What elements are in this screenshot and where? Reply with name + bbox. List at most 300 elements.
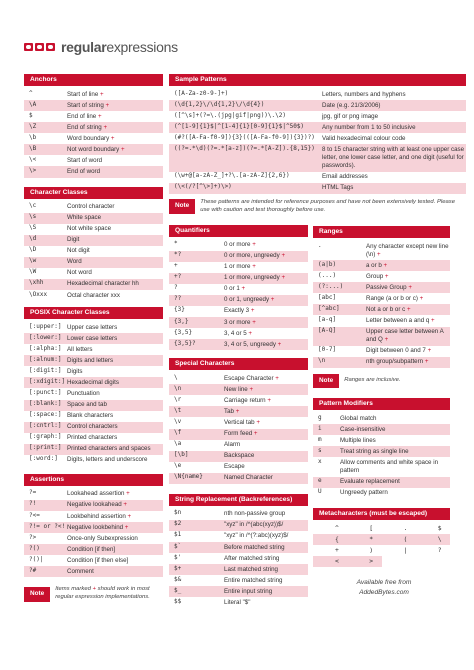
- pattern-description: End of word: [67, 167, 101, 175]
- pattern-token: [^abc]: [318, 304, 340, 312]
- pattern-token: g: [318, 413, 322, 421]
- pattern-token: (#?([A-Fa-f0-9]){3}(([A-Fa-f0-9]){3})?): [174, 133, 315, 141]
- note-text: Items marked + should work in most regular expression implementations.: [55, 586, 150, 601]
- pattern-token: \s: [29, 213, 37, 221]
- assertions-list: [24, 489, 163, 578]
- list-item: [24, 246, 163, 257]
- assertions-title: Assertions: [24, 474, 163, 486]
- list-item: [24, 89, 163, 100]
- plus-marker-icon: +: [405, 305, 411, 313]
- pattern-description: Not digit: [67, 247, 90, 255]
- pattern-token: [:digit:]: [29, 366, 62, 374]
- samples-title: Sample Patterns: [169, 74, 466, 86]
- pattern-token: *: [174, 240, 178, 248]
- pattern-token: [\b]: [174, 451, 189, 459]
- header: [24, 37, 178, 57]
- pattern-description: Exactly 3 +: [224, 307, 255, 315]
- pattern-token: (...): [318, 271, 337, 279]
- brand-logo-icon: [24, 43, 55, 51]
- metachar-item: +: [335, 545, 339, 554]
- pattern-token: (\d{1,2}\/\d{1,2}\/\d{4}): [174, 100, 265, 108]
- list-item: [169, 100, 466, 111]
- pattern-description: Multiple lines: [340, 436, 376, 444]
- metachars-section: [313, 508, 450, 567]
- list-item: [169, 284, 308, 295]
- list-item: [313, 241, 450, 260]
- list-item: [24, 333, 163, 344]
- pattern-token: [:punct:]: [29, 388, 62, 396]
- quantifiers-section: [169, 225, 308, 351]
- pattern-description: Backspace: [224, 452, 255, 460]
- pattern-token: \>: [29, 166, 37, 174]
- pattern-token: $_: [174, 586, 182, 594]
- list-item: [24, 433, 163, 444]
- list-item: [169, 89, 466, 100]
- list-item: [169, 295, 308, 306]
- plus-marker-icon: +: [109, 134, 115, 142]
- pattern-token: .: [318, 241, 322, 249]
- list-item: [24, 511, 163, 522]
- list-item: [24, 322, 163, 333]
- pattern-token: \<: [29, 155, 37, 163]
- list-item: [24, 422, 163, 433]
- pattern-description: Lookbehind assertion +: [67, 512, 132, 520]
- list-item: [169, 575, 308, 586]
- list-item: [313, 488, 450, 499]
- list-item: [169, 172, 466, 183]
- list-item: [169, 111, 466, 122]
- pattern-description: 1 or more, ungreedy +: [224, 274, 286, 282]
- pattern-token: U: [318, 488, 322, 496]
- list-item: [24, 500, 163, 511]
- ranges-list: [313, 241, 450, 368]
- pattern-description: Case-insensitive: [340, 425, 386, 433]
- plus-marker-icon: +: [96, 112, 102, 120]
- plus-marker-icon: +: [98, 90, 104, 98]
- list-item: [24, 377, 163, 388]
- list-item: [169, 144, 466, 171]
- pattern-description: Vertical tab +: [224, 418, 260, 426]
- pattern-token: $': [174, 553, 182, 561]
- pattern-description: Comment: [67, 567, 94, 575]
- pattern-token: \A: [29, 100, 37, 108]
- pattern-description: 0 or more, ungreedy +: [224, 252, 286, 260]
- list-item: [169, 553, 308, 564]
- pattern-description: nth non-passive group: [224, 510, 286, 518]
- list-item: [24, 400, 163, 411]
- plus-marker-icon: +: [279, 274, 286, 282]
- pattern-token: [0-7]: [318, 346, 337, 354]
- pattern-token: \Oxxx: [29, 290, 48, 298]
- list-item: [169, 462, 308, 473]
- metachar-item: [: [369, 523, 374, 532]
- pattern-description: 0 or 1, ungreedy +: [224, 296, 275, 304]
- pattern-description: Allow comments and white space in pattern: [340, 458, 439, 474]
- list-item: [313, 271, 450, 282]
- ranges-section: [313, 226, 450, 388]
- pattern-token: (?:...): [318, 282, 344, 290]
- pattern-description: Literal "$": [224, 598, 251, 606]
- list-item: [24, 388, 163, 399]
- list-item: [313, 304, 450, 315]
- pattern-description: Negative lookahead +: [67, 501, 128, 509]
- samples-list: [169, 89, 466, 194]
- plus-marker-icon: +: [123, 523, 129, 531]
- pattern-token: [:alnum:]: [29, 355, 62, 363]
- pattern-description: Upper case letters: [67, 323, 118, 331]
- footer-line-2: AddedBytes.com: [359, 588, 409, 596]
- samples-section: [169, 74, 466, 215]
- list-item: [169, 473, 308, 484]
- pattern-description: Control characters: [67, 423, 118, 431]
- pattern-description: Not word boundary +: [67, 145, 125, 153]
- plus-marker-icon: +: [125, 512, 132, 520]
- pattern-token: [:space:]: [29, 411, 62, 419]
- pattern-token: ?!: [29, 500, 37, 508]
- list-item: [169, 417, 308, 428]
- pattern-description: Range (a or b or c) +: [366, 294, 424, 302]
- pattern-description: "xyz" in /^(abc(xyz))$/: [224, 521, 284, 529]
- note-samples-text: These patterns are intended for reference purposes and have not been extensively tested. Please use with caution and test thoroughly before use.: [200, 198, 455, 213]
- list-item: [24, 411, 163, 422]
- pattern-token: *?: [174, 251, 182, 259]
- pattern-description: 0 or more +: [224, 241, 256, 249]
- list-item: [313, 293, 450, 304]
- pattern-description: Hexadecimal character hh: [67, 280, 139, 288]
- list-item: [313, 346, 450, 357]
- posix-list: [24, 322, 163, 466]
- metachar-item: \: [416, 534, 450, 545]
- list-item: [24, 166, 163, 177]
- list-item: [169, 122, 466, 133]
- pattern-token: [:print:]: [29, 444, 62, 452]
- pattern-description: 3, 4 or 5, ungreedy +: [224, 340, 282, 348]
- pattern-description: Treat string as single line: [340, 447, 409, 455]
- replacement-list: [169, 509, 308, 609]
- plus-marker-icon: +: [246, 329, 253, 337]
- pattern-description: "xyz" in /^(?:abc)(xyz)$/: [224, 532, 289, 540]
- pattern-token: [:graph:]: [29, 433, 62, 441]
- pattern-token: $1: [174, 531, 182, 539]
- plus-marker-icon: +: [279, 252, 286, 260]
- pattern-token: {3,}: [174, 317, 189, 325]
- metachar-item: <: [313, 556, 347, 567]
- note-samples: [169, 199, 466, 215]
- metachar-item: .: [403, 523, 408, 532]
- list-item: [24, 144, 163, 155]
- pattern-description: Ungreedy pattern: [340, 489, 388, 497]
- pattern-token: \B: [29, 144, 37, 152]
- pattern-token: \S: [29, 224, 37, 232]
- modifiers-section: [313, 398, 450, 499]
- list-item: [24, 444, 163, 455]
- pattern-description: Upper case letter between A and Q +: [366, 328, 444, 344]
- anchors-title: Anchors: [24, 74, 163, 86]
- replacement-section: [169, 494, 308, 609]
- plus-marker-icon: +: [252, 430, 258, 437]
- plus-marker-icon: +: [121, 501, 128, 509]
- plus-marker-icon: +: [273, 374, 279, 382]
- list-item: [24, 555, 163, 566]
- pattern-token: [:xdigit:]: [29, 377, 66, 385]
- plus-marker-icon: +: [247, 385, 254, 393]
- list-item: [313, 357, 450, 368]
- char-classes-section: [24, 187, 163, 302]
- plus-marker-icon: +: [417, 294, 424, 302]
- pattern-token: [abc]: [318, 293, 337, 301]
- plus-marker-icon: +: [233, 407, 240, 415]
- pattern-description: Start of word: [67, 156, 103, 164]
- list-item: [313, 446, 450, 457]
- pattern-description: Entire input string: [224, 587, 273, 595]
- list-item: [24, 522, 163, 533]
- pattern-description: Escape Character +: [224, 374, 279, 382]
- quantifiers-title: Quantifiers: [169, 225, 308, 237]
- pattern-token: ?>: [29, 533, 37, 541]
- list-item: [169, 429, 308, 440]
- modifiers-list: [313, 413, 450, 499]
- list-item: [169, 317, 308, 328]
- pattern-token: ?: [174, 284, 178, 292]
- pattern-description: Letters, numbers and hyphens: [322, 90, 406, 98]
- pattern-token: ?#: [29, 566, 37, 574]
- list-item: [24, 544, 163, 555]
- note-tag: Note: [24, 587, 50, 601]
- pattern-description: Alarm: [224, 441, 241, 449]
- modifiers-title: Pattern Modifiers: [313, 398, 450, 410]
- pattern-token: +?: [174, 273, 182, 281]
- metachar-item: ?: [437, 545, 442, 554]
- pattern-description: 8 to 15 character string with at least one upper case letter, one lower case letter, and one digit (useful for passwords).: [322, 145, 465, 169]
- list-item: [169, 520, 308, 531]
- pattern-token: (^[1-9]{1}$|^[1-4]{1}[0-9]{1}$|^50$): [174, 122, 305, 130]
- pattern-description: Digit between 0 and 7 +: [366, 347, 432, 355]
- note-ranges-text: Ranges are inclusive.: [344, 376, 401, 383]
- pattern-description: Entire matched string: [224, 576, 283, 584]
- list-item: [313, 424, 450, 435]
- metachar-item: ^: [335, 523, 339, 532]
- pattern-token: ?()|: [29, 555, 44, 563]
- list-item: [169, 395, 308, 406]
- pattern-description: HTML Tags: [322, 184, 354, 192]
- pattern-description: Group +: [366, 272, 389, 280]
- list-item: [313, 315, 450, 326]
- metachar-item: $: [437, 523, 442, 532]
- pattern-description: Email addresses: [322, 173, 368, 180]
- pattern-description: End of line +: [67, 112, 102, 120]
- list-item: [24, 268, 163, 279]
- pattern-description: Digits: [67, 367, 83, 375]
- plus-marker-icon: +: [429, 316, 435, 324]
- pattern-token: \: [174, 373, 178, 381]
- pattern-description: a or b +: [366, 261, 388, 269]
- pattern-token: [:blank:]: [29, 400, 62, 407]
- list-item: [24, 489, 163, 500]
- pattern-token: $n: [174, 509, 182, 517]
- plus-marker-icon: +: [423, 358, 429, 366]
- pattern-description: White space: [67, 214, 102, 222]
- plus-marker-icon: +: [382, 336, 389, 344]
- plus-marker-icon: +: [375, 250, 381, 258]
- list-item: [24, 290, 163, 301]
- pattern-token: [:lower:]: [29, 333, 62, 341]
- metachars-title: Metacharacters (must be escaped): [313, 508, 450, 520]
- pattern-token: $: [29, 111, 33, 119]
- pattern-token: ?<=: [29, 511, 40, 519]
- pattern-token: ?!= or ?<!: [29, 522, 66, 530]
- list-item: [169, 373, 308, 384]
- pattern-token: \Z: [29, 122, 37, 130]
- list-item: [169, 531, 308, 542]
- pattern-description: Condition [if then]: [67, 545, 116, 553]
- list-item: [24, 111, 163, 122]
- plus-marker-icon: +: [275, 340, 282, 348]
- plus-marker-icon: +: [119, 145, 125, 153]
- pattern-description: Tab +: [224, 407, 240, 415]
- pattern-token: [:word:]: [29, 455, 58, 463]
- special-list: [169, 373, 308, 484]
- pattern-token: \N{name}: [174, 473, 203, 481]
- plus-marker-icon: +: [254, 418, 260, 426]
- pattern-token: {3,5}?: [174, 339, 196, 347]
- pattern-description: Digits, letters and underscore: [67, 456, 148, 464]
- pattern-description: Passive Group +: [366, 283, 412, 291]
- pattern-token: e: [318, 477, 322, 485]
- pattern-description: Digit: [67, 236, 80, 244]
- list-item: [313, 413, 450, 424]
- list-item: [24, 355, 163, 366]
- special-section: [169, 358, 308, 484]
- list-item: [24, 202, 163, 213]
- pattern-description: End of string +: [67, 123, 108, 131]
- pattern-description: Lookahead assertion +: [67, 490, 130, 498]
- pattern-token: \w: [29, 257, 37, 265]
- pattern-token: [A-Q]: [318, 327, 337, 334]
- pattern-description: Not white space: [67, 225, 112, 233]
- metachars-grid: [313, 523, 450, 567]
- list-item: [24, 224, 163, 235]
- pattern-description: Lower case letters: [67, 334, 118, 342]
- pattern-description: Negative lookbehind +: [67, 523, 129, 531]
- pattern-token: ??: [174, 295, 182, 303]
- metachar-item: *: [347, 534, 381, 545]
- pattern-token: \n: [318, 357, 326, 365]
- list-item: [24, 100, 163, 111]
- pattern-description: Start of string +: [67, 101, 110, 109]
- list-item: [169, 328, 308, 339]
- list-item: [169, 440, 308, 451]
- posix-title: POSIX Character Classes: [24, 307, 163, 319]
- pattern-token: {3,5}: [174, 328, 193, 336]
- list-item: [169, 133, 466, 144]
- pattern-description: Evaluate replacement: [340, 478, 400, 486]
- pattern-token: s: [318, 446, 322, 454]
- pattern-token: \xhh: [29, 279, 44, 287]
- pattern-token: \f: [174, 429, 182, 436]
- pattern-description: Octal character xxx: [67, 291, 120, 299]
- list-item: [169, 262, 308, 273]
- pattern-description: Punctuation: [67, 389, 100, 397]
- pattern-description: Once-only Subexpression: [67, 534, 138, 542]
- pattern-token: \v: [174, 417, 182, 425]
- pattern-description: Not a or b or c +: [366, 305, 411, 313]
- list-item: [169, 251, 308, 262]
- pattern-token: m: [318, 435, 322, 443]
- list-item: [169, 384, 308, 395]
- pattern-token: \n: [174, 384, 182, 392]
- plus-marker-icon: +: [103, 101, 110, 109]
- plus-marker-icon: +: [124, 490, 130, 498]
- brand-name: regularexpressions: [61, 39, 178, 55]
- pattern-description: Date (e.g. 21/3/2006): [322, 101, 381, 109]
- note-samples-tag: Note: [169, 199, 195, 213]
- pattern-token: \a: [174, 440, 182, 448]
- pattern-description: Hexadecimal digits: [67, 378, 119, 386]
- pattern-token: \b: [29, 133, 37, 141]
- pattern-description: Printed characters: [67, 434, 118, 442]
- list-item: [313, 477, 450, 488]
- list-item: [24, 279, 163, 290]
- pattern-token: \D: [29, 246, 37, 254]
- pattern-token: ^: [29, 89, 33, 97]
- pattern-description: Start of line +: [67, 90, 104, 98]
- list-item: [24, 566, 163, 577]
- pattern-description: Named Character: [224, 474, 273, 482]
- pattern-description: Printed characters and spaces: [67, 445, 151, 453]
- list-item: [169, 542, 308, 553]
- list-item: [169, 564, 308, 575]
- footer-line-1: Available free from: [356, 579, 412, 586]
- plus-marker-icon: +: [383, 272, 389, 280]
- list-item: [313, 435, 450, 446]
- pattern-description: Form feed +: [224, 430, 258, 437]
- plus-marker-icon: +: [381, 261, 388, 269]
- footer: [338, 578, 430, 598]
- pattern-description: Before matched string: [224, 543, 285, 551]
- pattern-token: [:upper:]: [29, 322, 62, 330]
- pattern-description: Blank characters: [67, 412, 114, 420]
- pattern-token: [:alpha:]: [29, 344, 62, 352]
- pattern-description: Word: [67, 258, 82, 266]
- plus-marker-icon: +: [101, 123, 108, 131]
- pattern-description: Global match: [340, 414, 377, 422]
- pattern-token: \c: [29, 202, 37, 209]
- metachar-item: (: [382, 534, 416, 545]
- plus-marker-icon: +: [249, 307, 255, 315]
- note-ranges: [313, 374, 450, 388]
- pattern-description: Valid hexadecimal colour code: [322, 134, 406, 142]
- list-item: [169, 306, 308, 317]
- list-item: [169, 451, 308, 462]
- pattern-token: $$: [174, 597, 182, 605]
- pattern-token: [:cntrl:]: [29, 422, 62, 430]
- column-right: [313, 226, 450, 573]
- pattern-description: After matched string: [224, 554, 280, 562]
- pattern-description: jpg, gif or png image: [322, 112, 379, 120]
- char-classes-list: [24, 202, 163, 302]
- metachar-item: |: [403, 545, 408, 554]
- pattern-token: (\w+@[a-zA-Z_]+?\.[a-zA-Z]{2,6}): [174, 172, 290, 179]
- pattern-description: nth group/subpattern +: [366, 358, 429, 366]
- special-title: Special Characters: [169, 358, 308, 370]
- pattern-description: 3 or more +: [224, 318, 256, 326]
- plus-marker-icon: +: [250, 318, 256, 326]
- anchors-section: [24, 74, 163, 178]
- list-item: [24, 155, 163, 166]
- list-item: [24, 213, 163, 224]
- assertions-section: [24, 474, 163, 578]
- plus-marker-icon: +: [250, 241, 256, 249]
